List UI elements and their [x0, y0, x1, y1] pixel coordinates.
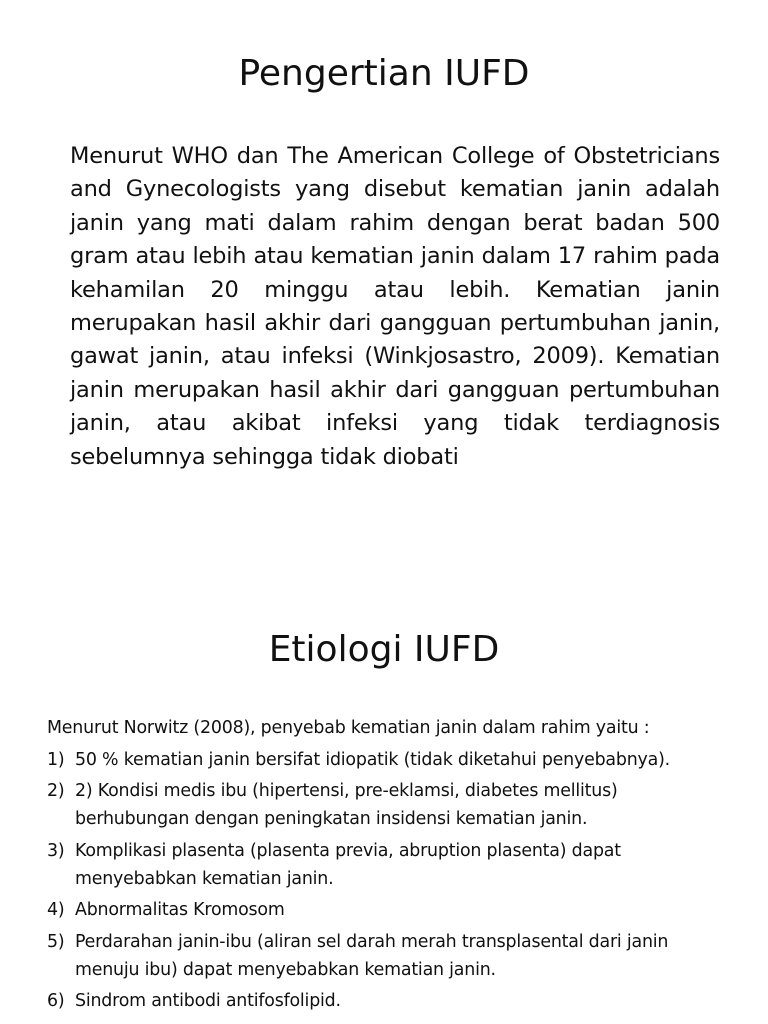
cause-item: [47, 837, 737, 893]
definition-paragraph: Menurut WHO dan The American College of Obstetricians and Gynecologists yang disebut kematian janin adalah janin yang mati dalam rahim dengan berat badan 500 gram atau lebih atau kematian janin dalam 17 rahim pada kehamilan 20 minggu atau lebih. Kematian janin merupakan hasil akhir dari gangguan pertumbuhan janin, gawat janin, atau infeksi (Winkjosastro, 2009). Kematian janin merupakan hasil akhir dari gangguan pertumbuhan janin, atau akibat infeksi yang tidak terdiagnosis sebelumnya sehingga tidak diobati: [70, 143, 720, 470]
cause-item: [47, 928, 737, 984]
etiology-title: Etiologi IUFD: [268, 629, 500, 670]
cause-item: [47, 746, 737, 774]
cause-text: Komplikasi plasenta (plasenta previa, abruption plasenta) dapat menyebabkan kematian janin.: [75, 840, 621, 889]
cause-number: 5): [47, 931, 65, 952]
cause-number: 3): [47, 840, 65, 861]
cause-text: 50 % kematian janin bersifat idiopatik (tidak diketahui penyebabnya).: [75, 750, 670, 770]
cause-item: [47, 987, 737, 1015]
etiology-intro: Menurut Norwitz (2008), penyebab kematian janin dalam rahim yaitu :: [47, 718, 650, 738]
etiology-slide: [0, 600, 768, 1024]
cause-item: [47, 896, 737, 924]
cause-item: [47, 777, 737, 833]
cause-text: Perdarahan janin-ibu (aliran sel darah merah transplasental dari janin menuju ibu) dapat menyebabkan kematian janin.: [75, 931, 669, 980]
cause-text: 2) Kondisi medis ibu (hipertensi, pre-eklamsi, diabetes mellitus) berhubungan dengan peningkatan insidensi kematian janin.: [75, 781, 618, 830]
cause-text: Abnormalitas Kromosom: [75, 900, 285, 921]
cause-number: 4): [47, 900, 65, 921]
definition-title: Pengertian IUFD: [238, 53, 530, 94]
etiology-cause-list: [47, 746, 737, 1018]
cause-text: Sindrom antibodi antifosfolipid.: [75, 990, 341, 1011]
cause-number: 6): [47, 990, 65, 1011]
cause-number: 1): [47, 750, 65, 770]
cause-number: 2): [47, 781, 65, 802]
